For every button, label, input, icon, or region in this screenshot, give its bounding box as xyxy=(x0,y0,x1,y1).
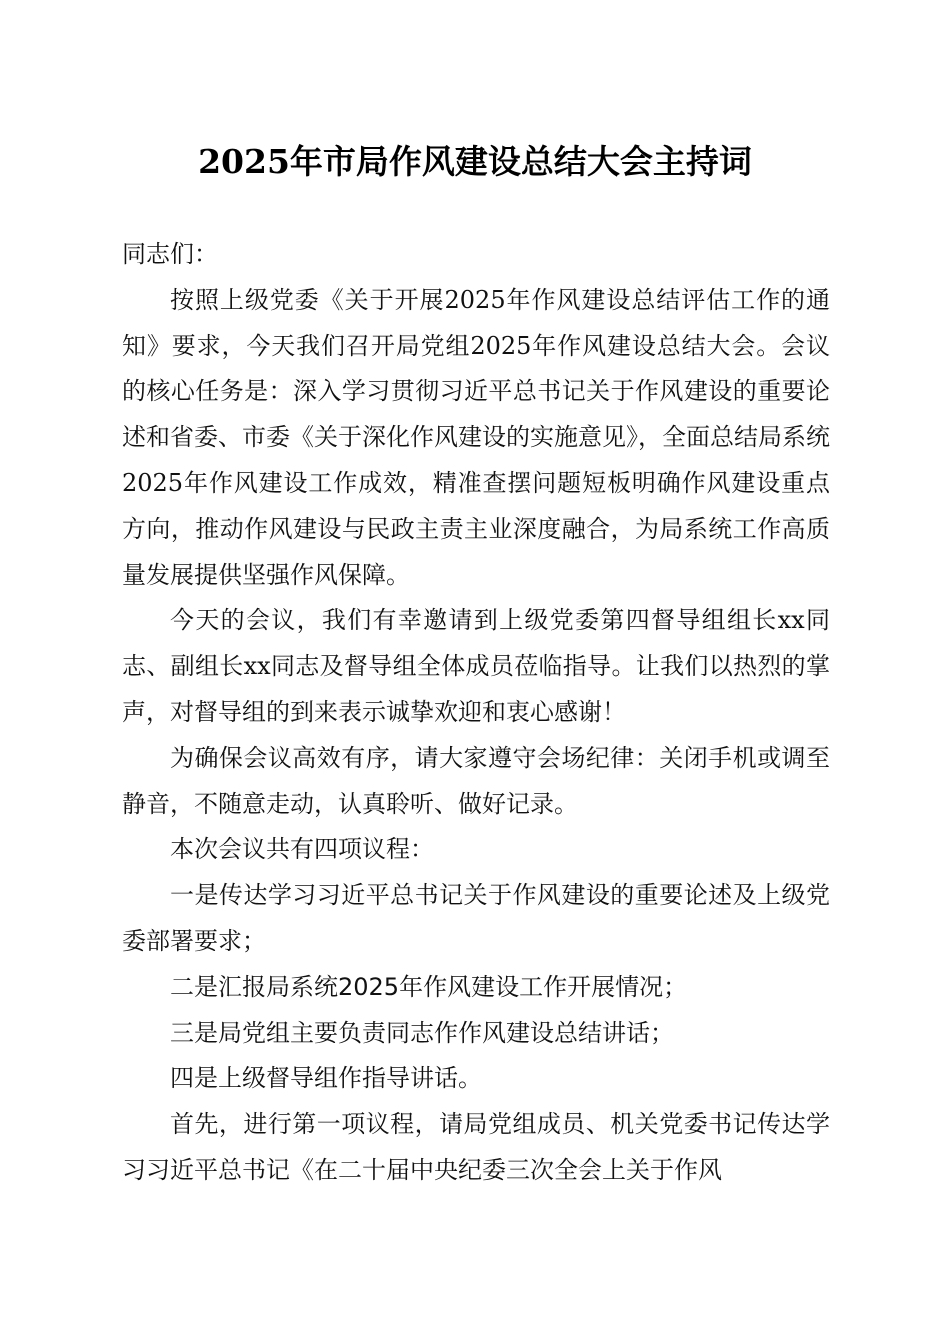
document-title: 2025年市局作风建设总结大会主持词 xyxy=(198,142,752,181)
agenda-intro-paragraph: 本次会议共有四项议程： xyxy=(170,835,434,864)
salutation: 同志们： xyxy=(122,240,218,268)
agenda-item: 二是汇报局系统2025年作风建设工作开展情况； xyxy=(170,972,688,1001)
guest-welcome-paragraph: 今天的会议，我们有幸邀请到上级党委第四督导组组长xx同志、副组长xx同志及督导组全体成员莅临指导。让我们以热烈的掌声，对督导组的到来表示诚挚欢迎和衷心感谢！ xyxy=(122,606,830,726)
document-body xyxy=(122,232,830,1194)
agenda-item: 一是传达学习习近平总书记关于作风建设的重要论述及上级党委部署要求； xyxy=(122,881,830,955)
first-agenda-paragraph: 首先，进行第一项议程，请局党组成员、机关党委书记传达学习习近平总书记《在二十届中央纪委三次全会上关于作风 xyxy=(122,1110,830,1184)
meeting-discipline-paragraph: 为确保会议高效有序，请大家遵守会场纪律：关闭手机或调至静音，不随意走动，认真聆听、做好记录。 xyxy=(122,743,830,818)
agenda-item: 四是上级督导组作指导讲话。 xyxy=(170,1064,482,1093)
intro-paragraph: 按照上级党委《关于开展2025年作风建设总结评估工作的通知》要求，今天我们召开局党组2025年作风建设总结大会。会议的核心任务是：深入学习贯彻习近平总书记关于作风建设的重要论述和省委、市委《关于深化作风建设的实施意见》，全面总结局系统2025年作风建设工作成效，精准查摆问题短板明确作风建设重点方向，推动作风建设与民政主责主业深度融合，为局系统工作高质量发展提供坚强作风保障。 xyxy=(122,285,830,589)
agenda-item: 三是局党组主要负责同志作作风建设总结讲话； xyxy=(170,1018,674,1047)
